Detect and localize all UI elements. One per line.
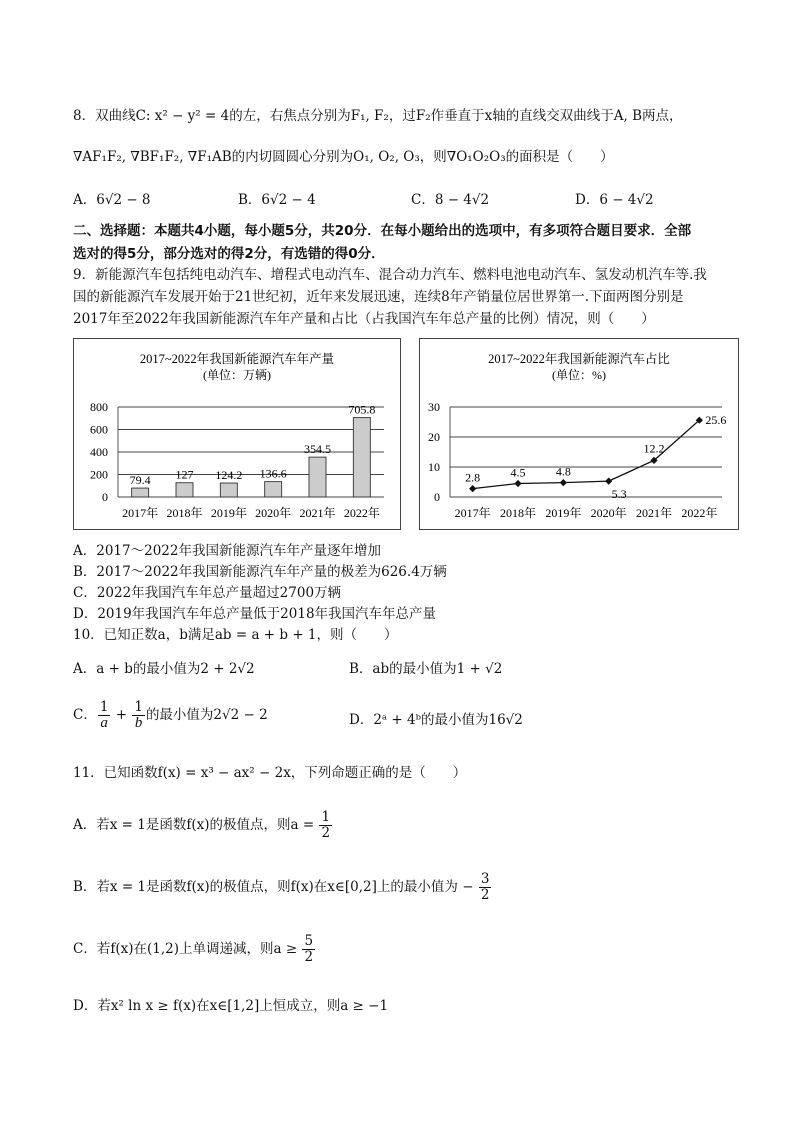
line-chart-xtick-label: 2021年 (635, 506, 673, 520)
bar-chart-data-label: 127 (175, 467, 194, 482)
q8-option-c: C．8 − 4√2 (411, 192, 490, 208)
q9-option-d: D．2019年我国汽车年总产量低于2018年我国汽车年总产量 (73, 606, 437, 622)
q11-option-a (73, 810, 333, 841)
production-chart-subtitle: (单位：万辆) (203, 368, 271, 382)
frac-numerator: 1 (321, 809, 331, 825)
production-chart-svg (74, 339, 400, 529)
q11-option-b-text: B．若x = 1是函数f(x)的极值点，则f(x)在x∈[0,2]上的最小值为 − (73, 879, 474, 895)
line-chart-xtick-label: 2020年 (590, 506, 627, 520)
frac-denominator: 2 (321, 825, 331, 841)
share-chart-title: 2017~2022年我国新能源汽车占比 (488, 352, 670, 366)
bar-chart-ytick-label: 800 (90, 400, 108, 414)
bar-chart-xtick-label: 2018年 (166, 506, 203, 520)
line-chart-ytick-label: 20 (428, 430, 440, 444)
bar-chart-bar (132, 488, 149, 497)
line-chart-data-label: 25.6 (705, 413, 727, 428)
q11-option-b (73, 872, 492, 903)
frac-denominator: 2 (480, 887, 490, 903)
line-chart-data-label: 12.2 (643, 441, 665, 456)
bar-chart-data-label: 79.4 (129, 473, 151, 488)
line-chart-data-label: 5.3 (611, 487, 627, 502)
line-chart-marker (560, 479, 567, 486)
bar-chart-bar (353, 418, 370, 497)
q11-option-d: D．若x² ln x ≥ f(x)在x∈[1,2]上恒成立，则a ≥ −1 (73, 998, 389, 1014)
q10-option-c-suffix: 的最小值为2√2 − 2 (145, 707, 268, 723)
q10-option-b: B．ab的最小值为1 + √2 (349, 661, 503, 677)
q9-option-a: A．2017～2022年我国新能源汽车年产量逐年增加 (73, 543, 381, 559)
q9-stem-line1: 9．新能源汽车包括纯电动汽车、增程式电动汽车、混合动力汽车、燃料电池电动汽车、氢发动机汽车等.我 (73, 267, 707, 283)
bar-chart-xtick-label: 2019年 (210, 506, 247, 520)
bar-chart-bar (176, 483, 193, 497)
q9-option-b: B．2017～2022年我国新能源汽车年产量的极差为626.4万辆 (73, 564, 447, 580)
line-chart-ytick-label: 10 (428, 460, 440, 474)
frac-numerator: 5 (304, 933, 314, 949)
line-chart-data-label: 2.8 (465, 470, 481, 485)
bar-chart-data-label: 705.8 (348, 402, 376, 417)
q11-option-c (73, 934, 316, 965)
bar-chart-data-label: 354.5 (304, 442, 331, 457)
share-chart-svg (420, 339, 738, 529)
q11-option-a-frac (319, 810, 332, 841)
line-chart-xtick-label: 2017年 (454, 506, 491, 520)
q10-option-c-plus: + (115, 707, 128, 723)
production-chart (73, 338, 401, 530)
q9-stem-line2: 国的新能源汽车发展开始于21世纪初，近年来发展迅速，连续8年产销量位居世界第一.下面两图分别是 (73, 289, 684, 305)
bar-chart-ytick-label: 0 (102, 490, 108, 504)
bar-chart-bar (265, 482, 282, 497)
q11-option-c-frac (302, 934, 315, 965)
q8-stem-line1: 8．双曲线C: x² − y² = 4的左，右焦点分别为F₁, F₂，过F₂作垂直于x轴的直线交双曲线于A, B两点， (73, 108, 683, 124)
q10-option-a: A．a + b的最小值为2 + 2√2 (73, 661, 255, 677)
q8-option-a: A．6√2 − 8 (73, 192, 151, 208)
q10-option-c-frac2 (132, 700, 145, 731)
q8-option-b: B．6√2 − 4 (238, 192, 316, 208)
q9-stem-line3: 2017年至2022年我国新能源汽车年产量和占比（占我国汽车年总产量的比例）情况，则（ ） (73, 311, 655, 327)
q11-option-b-frac (479, 872, 492, 903)
line-chart-ytick-label: 30 (428, 400, 440, 414)
frac-numerator: 1 (99, 699, 109, 715)
q11-option-a-text: A．若x = 1是函数f(x)的极值点，则a = (73, 817, 315, 833)
share-chart (419, 338, 739, 530)
line-chart-xtick-label: 2019年 (545, 506, 582, 520)
section2-heading-line2: 选对的得5分，部分选对的得2分，有选错的得0分． (73, 246, 385, 262)
bar-chart-ytick-label: 200 (90, 467, 108, 482)
share-chart-subtitle: (单位：%) (552, 368, 606, 382)
q9-option-c: C．2022年我国汽车年总产量超过2700万辆 (73, 585, 342, 601)
bar-chart-bar (309, 457, 326, 497)
frac-denominator: a (100, 715, 108, 731)
line-chart-xtick-label: 2022年 (681, 506, 718, 520)
frac-numerator: 1 (134, 699, 143, 715)
line-chart-data-label: 4.5 (510, 465, 526, 480)
q8-stem-line2: ∇AF₁F₂, ∇BF₁F₂, ∇F₁AB的内切圆圆心分别为O₁, O₂, O₃，则∇O₁O₂O₃的面积是（ ） (73, 149, 614, 165)
line-chart-xtick-label: 2018年 (499, 506, 537, 520)
share-series-line (473, 420, 700, 488)
bar-chart-data-label: 136.6 (259, 466, 287, 481)
line-chart-marker (514, 480, 521, 487)
bar-chart-xtick-label: 2017年 (122, 506, 159, 520)
frac-denominator: 2 (304, 949, 314, 965)
q11-stem: 11．已知函数f(x) = x³ − ax² − 2x，下列命题正确的是（ ） (73, 765, 467, 781)
production-chart-title: 2017~2022年我国新能源汽车年产量 (139, 352, 335, 366)
q10-option-c-frac1 (98, 700, 111, 731)
q10-option-d: D．2ᵃ + 4ᵇ的最小值为16√2 (349, 712, 523, 728)
bar-chart-xtick-label: 2021年 (299, 506, 336, 520)
bar-chart-xtick-label: 2020年 (255, 506, 292, 520)
line-chart-ytick-label: 0 (434, 490, 440, 504)
q10-option-c (73, 700, 268, 731)
q10-stem: 10．已知正数a，b满足ab = a + b + 1，则（ ） (73, 627, 398, 643)
line-chart-marker (469, 485, 476, 492)
q10-option-c-prefix: C． (73, 707, 97, 723)
q8-option-d: D．6 − 4√2 (575, 192, 654, 208)
section2-heading-line1: 二、选择题：本题共4小题，每小题5分，共20分．在每小题给出的选项中，有多项符合题目要求．全部 (73, 223, 692, 239)
bar-chart-data-label: 124.2 (215, 468, 243, 483)
q11-option-c-text: C．若f(x)在(1,2)上单调递减，则a ≥ (73, 941, 298, 957)
frac-numerator: 3 (480, 871, 490, 887)
line-chart-marker (605, 478, 612, 485)
bar-chart-bar (220, 483, 237, 497)
frac-denominator: b (134, 715, 143, 731)
line-chart-data-label: 4.8 (555, 464, 571, 479)
bar-chart-ytick-label: 600 (90, 422, 108, 437)
bar-chart-xtick-label: 2022年 (343, 506, 380, 520)
bar-chart-ytick-label: 400 (90, 445, 108, 459)
